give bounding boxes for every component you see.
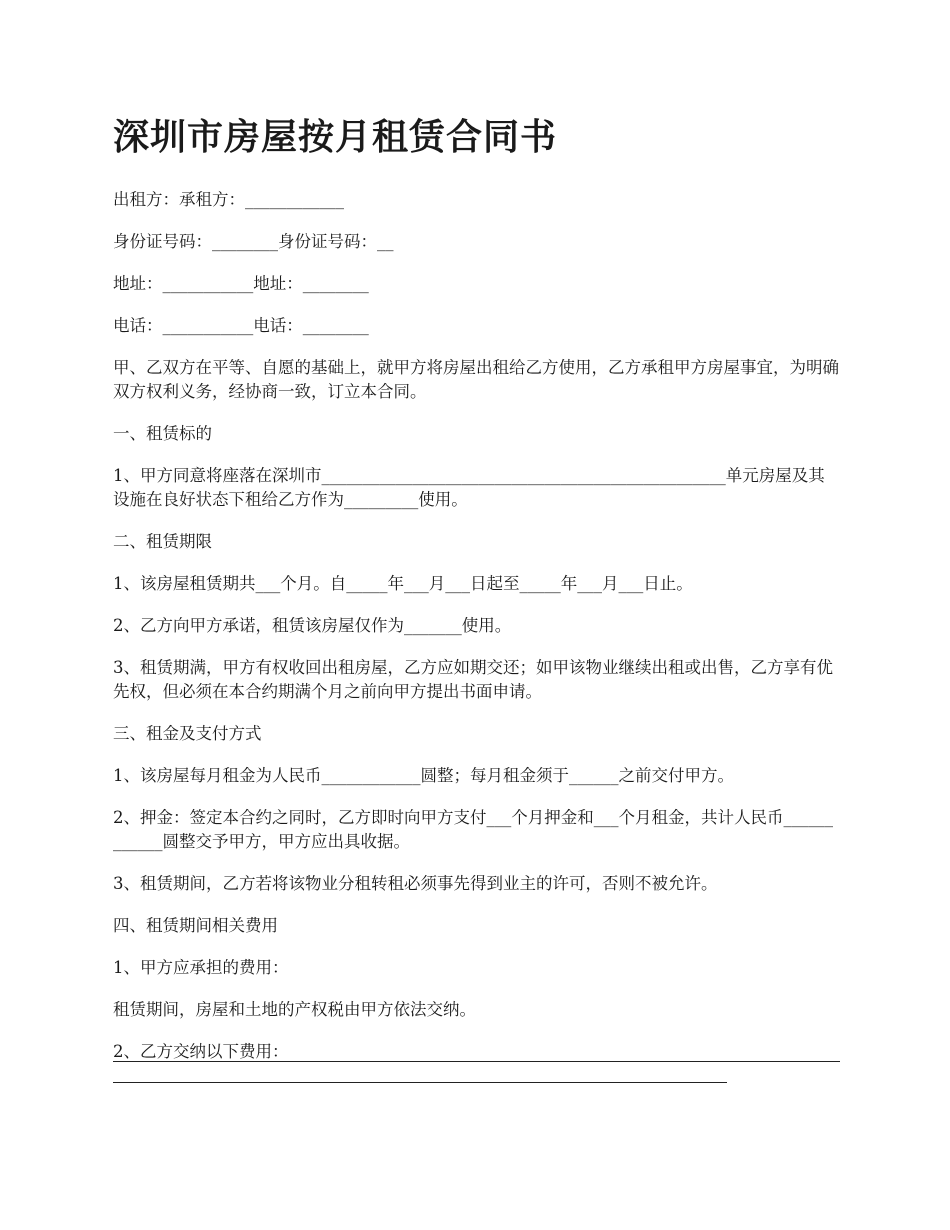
- section-heading-related-fees: 四、租赁期间相关费用: [113, 916, 278, 935]
- paragraph-id-numbers: 身份证号码：________身份证号码：__: [113, 232, 394, 251]
- paragraph-parties: 出租方：承租方：____________: [113, 190, 344, 209]
- section-heading-rent-payment: 三、租金及支付方式: [113, 724, 262, 743]
- clause-4-1-detail: 租赁期间，房屋和土地的产权税由甲方依法交纳。: [113, 1000, 476, 1019]
- clause-2-3: 3、租赁期满，甲方有权收回出租房屋，乙方应如期交还；如甲该物业继续出租或出售，乙方享有优先权，但必须在本合约期满个月之前向甲方提出书面申请。: [113, 658, 833, 701]
- blank-line-2: [113, 1082, 727, 1083]
- paragraph-phones: 电话：___________电话：________: [113, 316, 369, 335]
- clause-4-2: 2、乙方交纳以下费用：: [113, 1042, 289, 1061]
- clause-3-1: 1、该房屋每月租金为人民币____________圆整；每月租金须于______之前交付甲方。: [113, 766, 734, 785]
- clause-3-3: 3、租赁期间，乙方若将该物业分租转租必须事先得到业主的许可，否则不被允许。: [113, 874, 718, 893]
- section-heading-lease-term: 二、租赁期限: [113, 532, 212, 551]
- contract-document: [113, 108, 840, 1082]
- clause-3-2: 2、押金：签定本合约之同时，乙方即时向甲方支付___个月押金和___个月租金，共计人民币____________圆整交予甲方，甲方应出具收据。: [113, 808, 833, 851]
- blank-line-1: [113, 1061, 840, 1062]
- clause-1-1: 1、甲方同意将座落在深圳市_________________________________________________单元房屋及其设施在良好状态下租给乙方作为_________使用。: [113, 466, 825, 509]
- clause-2-2: 2、乙方向甲方承诺，租赁该房屋仅作为_______使用。: [113, 616, 512, 635]
- clause-4-1: 1、甲方应承担的费用：: [113, 958, 289, 977]
- page-title: 深圳市房屋按月租赁合同书: [113, 117, 558, 158]
- section-heading-lease-object: 一、租赁标的: [113, 424, 212, 443]
- paragraph-addresses: 地址：___________地址：________: [113, 274, 369, 293]
- clause-2-1: 1、该房屋租赁期共___个月。自_____年___月___日起至_____年___月___日止。: [113, 574, 693, 593]
- paragraph-preamble: 甲、乙双方在平等、自愿的基础上，就甲方将房屋出租给乙方使用，乙方承租甲方房屋事宜，为明确双方权利义务，经协商一致，订立本合同。: [113, 358, 839, 401]
